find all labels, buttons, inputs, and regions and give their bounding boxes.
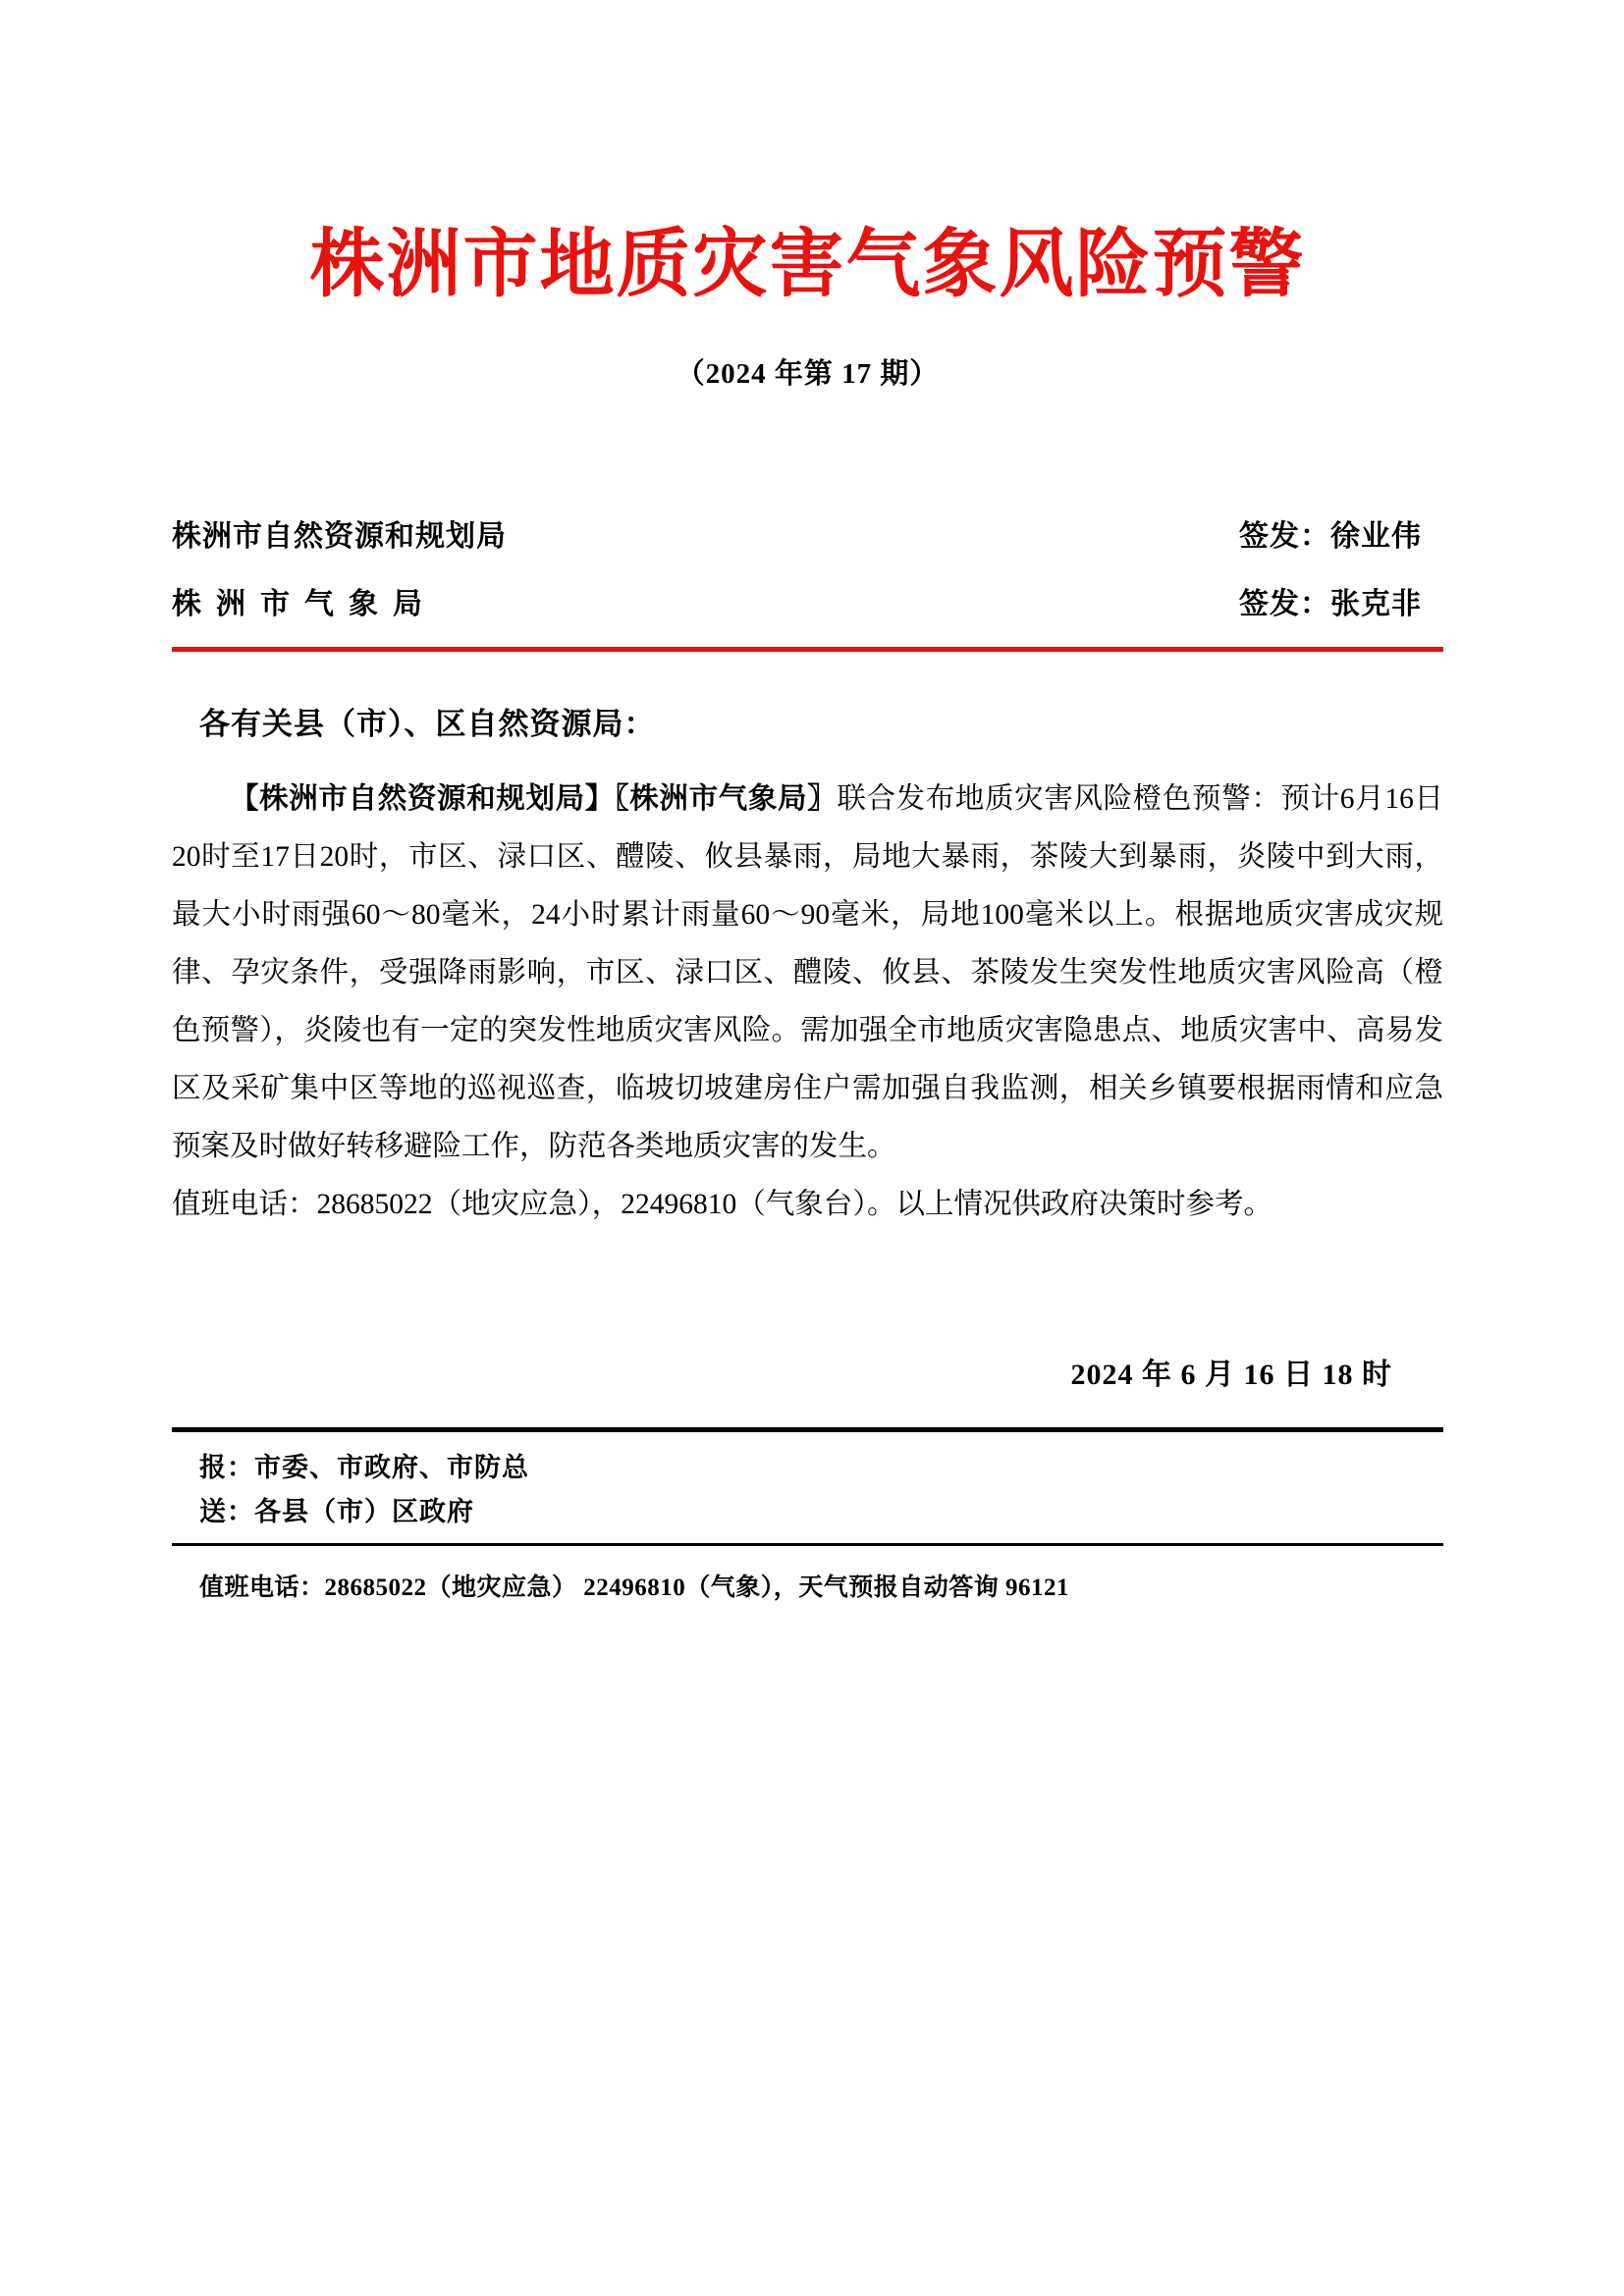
red-divider — [172, 647, 1443, 652]
distribution-send: 送：各县（市）区政府 — [199, 1496, 474, 1526]
footer-contact-note: 值班电话：28685022（地灾应急） 22496810（气象），天气预报自动答询 96121 — [199, 1575, 1070, 1602]
body-paragraph-1-text: 联合发布地质灾害风险橙色预警：预计6月16日20时至17日20时，市区、渌口区、醴陵、攸县暴雨，局地大暴雨，茶陵大到暴雨，炎陵中到大雨，最大小时雨强60～80毫米，24小时累计雨量60～90毫米，局地100毫米以上。根据地质灾害成灾规律、孕灾条件，受强降雨影响，市区、渌口区、醴陵、攸县、茶陵发生突发性地质灾害风险高（橙色预警），炎陵也有一定的突发性地质灾害风险。需加强全市地质灾害隐患点、地质灾害中、高易发区及采矿集中区等地的巡视巡查，临坡切坡建房住户需加强自我监测，相关乡镇要根据雨情和应急预案及时做好转移避险工作，防范各类地质灾害的发生。 — [172, 783, 1443, 1163]
signer-1: 签发：徐业伟 — [1239, 520, 1422, 554]
signature-row — [172, 579, 1443, 622]
issuing-org-1: 株洲市自然资源和规划局 — [172, 520, 507, 554]
distribution-report: 报：市委、市政府、市防总 — [199, 1453, 529, 1483]
signature-row — [172, 511, 1443, 555]
distribution-block — [172, 1432, 1443, 1543]
body-paragraph-1 — [172, 771, 1443, 1176]
page-title: 株洲市地质灾害气象风险预警 — [309, 224, 1306, 306]
issuing-org-2: 株洲市气象局 — [172, 588, 437, 621]
body-paragraph-2: 值班电话：28685022（地灾应急），22496810（气象台）。以上情况供政府决策时参考。 — [172, 1189, 1273, 1221]
issue-number: （2024 年第 17 期） — [676, 358, 940, 391]
addressee-line: 各有关县（市）、区自然资源局： — [199, 707, 656, 742]
signature-block — [172, 511, 1443, 622]
issuing-orgs-inline: 【株洲市自然资源和规划局】〖株洲市气象局〗 — [230, 783, 838, 816]
issue-date: 2024 年 6 月 16 日 18 时 — [1070, 1359, 1392, 1392]
body-text — [172, 771, 1443, 1234]
signer-2: 签发：张克非 — [1239, 588, 1422, 621]
document-inner — [172, 0, 1443, 1603]
